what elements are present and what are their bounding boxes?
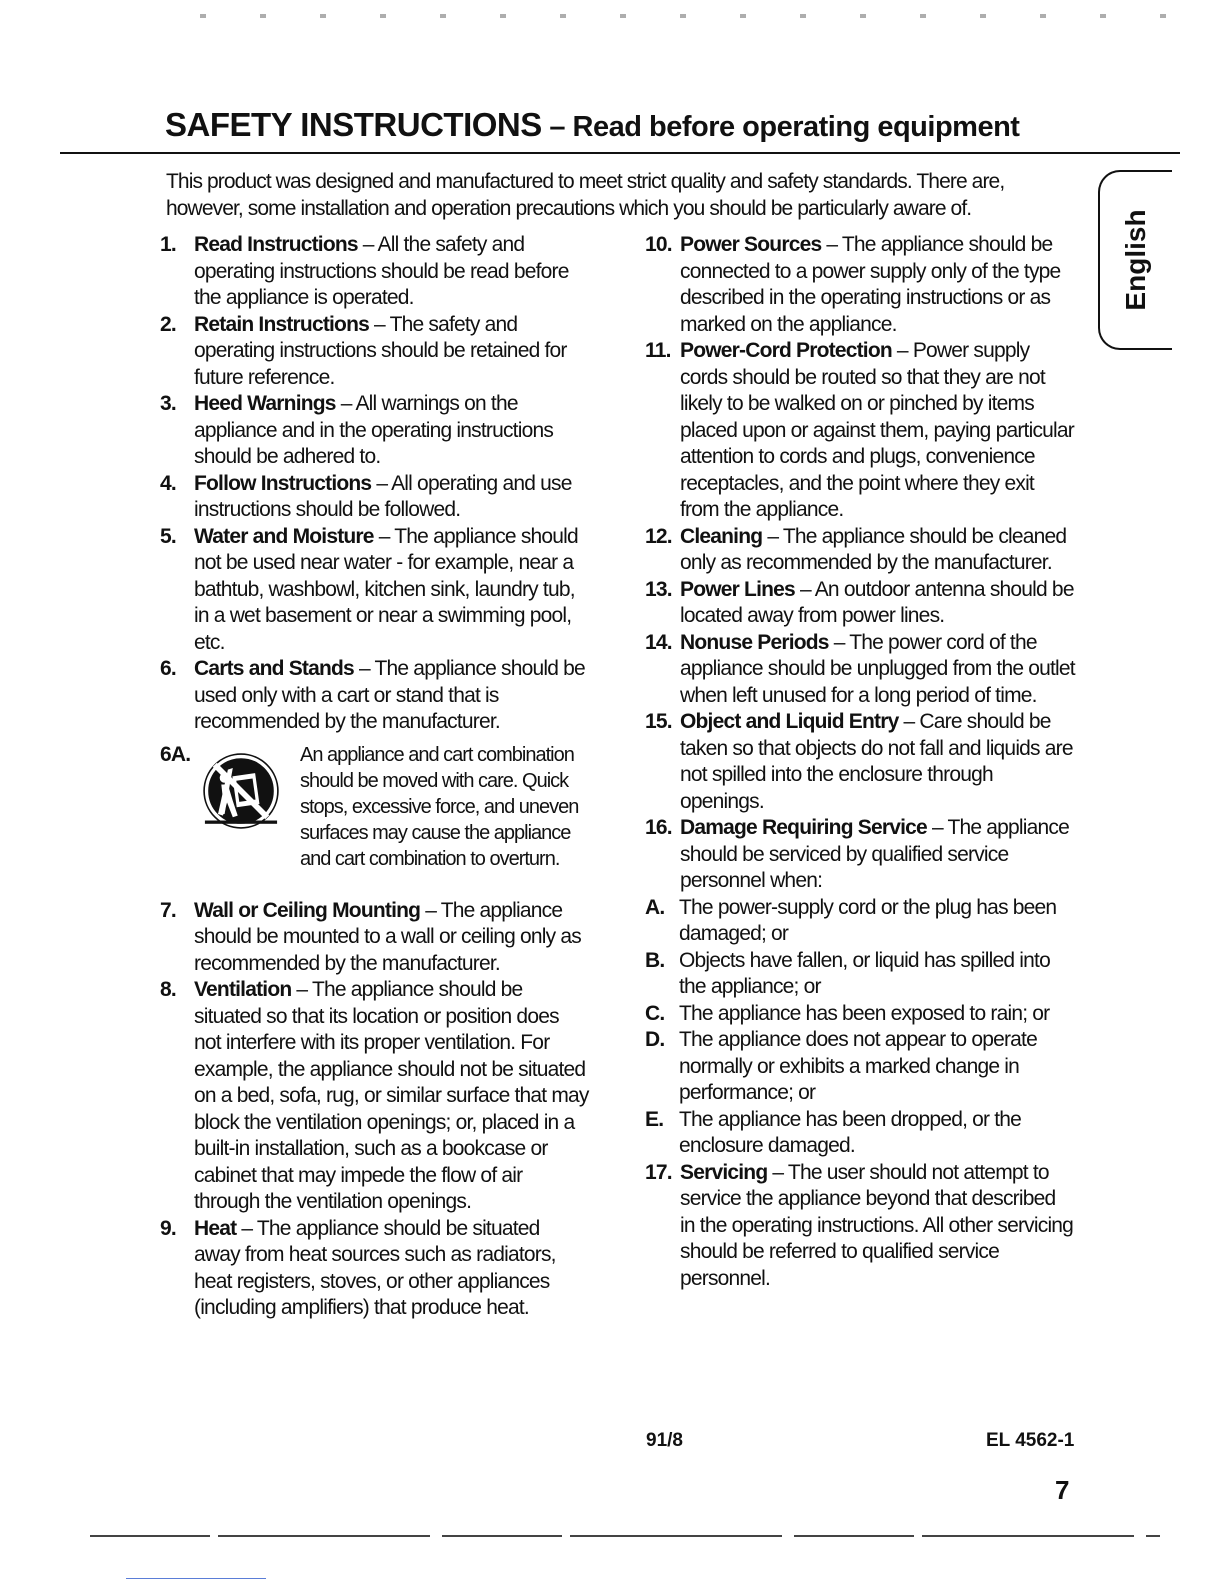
item-heading: Ventilation — [194, 978, 292, 1001]
item-heading: Object and Liquid Entry — [680, 710, 899, 733]
sub-list-item — [645, 948, 1075, 1001]
item-text: – The power cord of the appliance should be unplugged from the outlet when left unused for a long period of time. — [680, 630, 1075, 707]
item-number: 10. — [645, 233, 672, 256]
warning-6a-label: 6A. — [160, 742, 191, 766]
item-number: 8. — [160, 978, 176, 1001]
list-item — [645, 232, 1075, 338]
page-number: 7 — [1055, 1475, 1070, 1505]
sub-list-item — [645, 895, 1075, 948]
item-text: – All operating and use instructions should be followed. — [194, 471, 572, 521]
list-item — [160, 898, 590, 978]
warning-6a-text: An appliance and cart combination should be moved with care. Quick stops, excessive force, and uneven surfaces may cause the appliance and cart combination to overturn. — [300, 743, 579, 870]
item-text: – The safety and operating instructions should be retained for future reference. — [194, 312, 567, 389]
list-item — [160, 1216, 590, 1322]
item-number: 7. — [160, 898, 176, 922]
item-text: – All the safety and operating instructions should be read before the appliance is operated. — [194, 233, 569, 309]
page-title — [165, 106, 1019, 144]
item-number: 16. — [645, 816, 672, 839]
item-heading: Servicing — [680, 1160, 768, 1184]
item-text: – The appliance should be connected to a power supply only of the type described in the operating instructions or as marked on the appliance. — [680, 233, 1061, 336]
list-item — [645, 630, 1075, 710]
scan-artifact-bottom — [90, 1535, 1160, 1537]
item-heading: Read Instructions — [194, 233, 358, 256]
title-main: SAFETY INSTRUCTIONS — [165, 106, 542, 143]
list-item — [645, 577, 1075, 630]
right-column — [645, 232, 1075, 1292]
item-heading: Heat — [194, 1216, 237, 1240]
item-text: – The appliance should be serviced by qualified service personnel when: — [680, 816, 1070, 892]
item-heading: Cleaning — [680, 524, 763, 548]
sub-list-item — [645, 1001, 1075, 1028]
item-number: 9. — [160, 1216, 176, 1240]
item-text: – The appliance should be cleaned only as recommended by the manufacturer. — [680, 524, 1067, 574]
item-heading: Heed Warnings — [194, 392, 336, 415]
language-tab-label: English — [1120, 209, 1151, 311]
item-heading: Water and Moisture — [194, 524, 374, 548]
item-text: – The appliance should be situated away from heat sources such as radiators, heat registers, stoves, or other appliances (including amplifiers) that produce heat. — [194, 1216, 556, 1319]
sub-list-item — [645, 1107, 1075, 1160]
sub-item-text: The power-supply cord or the plug has been damaged; or — [679, 895, 1057, 945]
sub-item-text: The appliance has been exposed to rain; or — [679, 1001, 1050, 1025]
title-rule — [60, 152, 1180, 154]
item-text: – The appliance should not be used near water - for example, near a bathtub, washbowl, kitchen sink, laundry tub, in a wet basement or near a swimming pool, etc. — [194, 524, 578, 654]
sub-item-letter: B. — [645, 948, 665, 972]
item-text: – Power supply cords should be routed so that they are not likely to be walked on or pinched by items placed upon or against them, paying particular attention to cords and plugs, convenience receptacles, and the point where they exit from the appliance. — [680, 339, 1074, 521]
language-tab — [1098, 170, 1172, 350]
item-heading: Follow Instructions — [194, 471, 372, 495]
sub-item-text: Objects have fallen, or liquid has spilled into the appliance; or — [679, 948, 1050, 998]
left-column — [160, 232, 590, 1322]
list-item — [645, 815, 1075, 895]
list-item — [645, 524, 1075, 577]
item-number: 5. — [160, 524, 176, 548]
item-number: 1. — [160, 233, 176, 256]
item-heading: Wall or Ceiling Mounting — [194, 898, 421, 922]
item-number: 3. — [160, 392, 176, 415]
item-text: – The appliance should be situated so that its location or position does not interfere with its proper ventilation. For example, the appliance should not be situated on a bed, sofa, rug, or similar surface that may block the ventilation openings; or, placed in a built-in installation, such as a bookcase or cabinet that may impede the flow of air through the ventilation openings. — [194, 978, 589, 1213]
list-item — [160, 656, 590, 736]
item-text: – The appliance should be used only with a cart or stand that is recommended by the manufacturer. — [194, 657, 585, 733]
item-text: – The user should not attempt to service the appliance beyond that described in the operating instructions. All other servicing should be referred to qualified service personnel. — [680, 1160, 1074, 1290]
item-number: 4. — [160, 471, 176, 495]
list-item — [645, 1160, 1075, 1293]
footer-code-left: 91/8 — [646, 1430, 683, 1451]
list-item — [160, 977, 590, 1216]
item-heading: Carts and Stands — [194, 657, 354, 680]
sub-item-letter: C. — [645, 1001, 665, 1025]
item-heading: Nonuse Periods — [680, 630, 829, 654]
item-number: 2. — [160, 312, 176, 336]
list-item — [160, 524, 590, 657]
list-item — [645, 338, 1075, 524]
scan-artifact-top — [200, 14, 1180, 18]
sub-list-item — [645, 1027, 1075, 1107]
list-item — [160, 312, 590, 392]
item-heading: Power Sources — [680, 233, 822, 256]
list-item — [160, 391, 590, 471]
title-subtitle: – Read before operating equipment — [541, 111, 1020, 143]
item-number: 15. — [645, 710, 672, 733]
footer-code-right: EL 4562-1 — [986, 1430, 1075, 1451]
item-heading: Damage Requiring Service — [680, 816, 927, 839]
list-item — [160, 232, 590, 312]
intro-paragraph: This product was designed and manufactured to meet strict quality and safety standards. There are, however, some installation and operation precautions which you should be particularly aware of. — [166, 170, 1005, 220]
item-text: – All warnings on the appliance and in the operating instructions should be adhered to. — [194, 392, 554, 468]
warning-6a-block — [160, 742, 590, 898]
item-heading: Power Lines — [680, 577, 795, 601]
item-text: – An outdoor antenna should be located away from power lines. — [680, 577, 1074, 627]
item-number: 13. — [645, 577, 672, 601]
sub-item-letter: A. — [645, 895, 665, 919]
sub-item-text: The appliance has been dropped, or the enclosure damaged. — [679, 1107, 1022, 1157]
item-text: – The appliance should be mounted to a wall or ceiling only as recommended by the manufacturer. — [194, 898, 581, 975]
sub-item-text: The appliance does not appear to operate normally or exhibits a marked change in performance; or — [679, 1028, 1037, 1104]
item-number: 6. — [160, 657, 176, 680]
list-item — [645, 709, 1075, 815]
item-number: 14. — [645, 630, 672, 654]
cart-tip-over-warning-icon — [200, 750, 282, 832]
sub-item-letter: D. — [645, 1028, 665, 1051]
item-number: 11. — [645, 339, 671, 362]
item-heading: Retain Instructions — [194, 312, 369, 336]
scan-artifact-bottom-line — [126, 1578, 266, 1579]
list-item — [160, 471, 590, 524]
item-number: 12. — [645, 524, 672, 548]
sub-item-letter: E. — [645, 1107, 664, 1131]
item-text: – Care should be taken so that objects do not fall and liquids are not spilled into the enclosure through openings. — [680, 710, 1073, 813]
item-heading: Power-Cord Protection — [680, 339, 892, 362]
item-number: 17. — [645, 1160, 672, 1184]
